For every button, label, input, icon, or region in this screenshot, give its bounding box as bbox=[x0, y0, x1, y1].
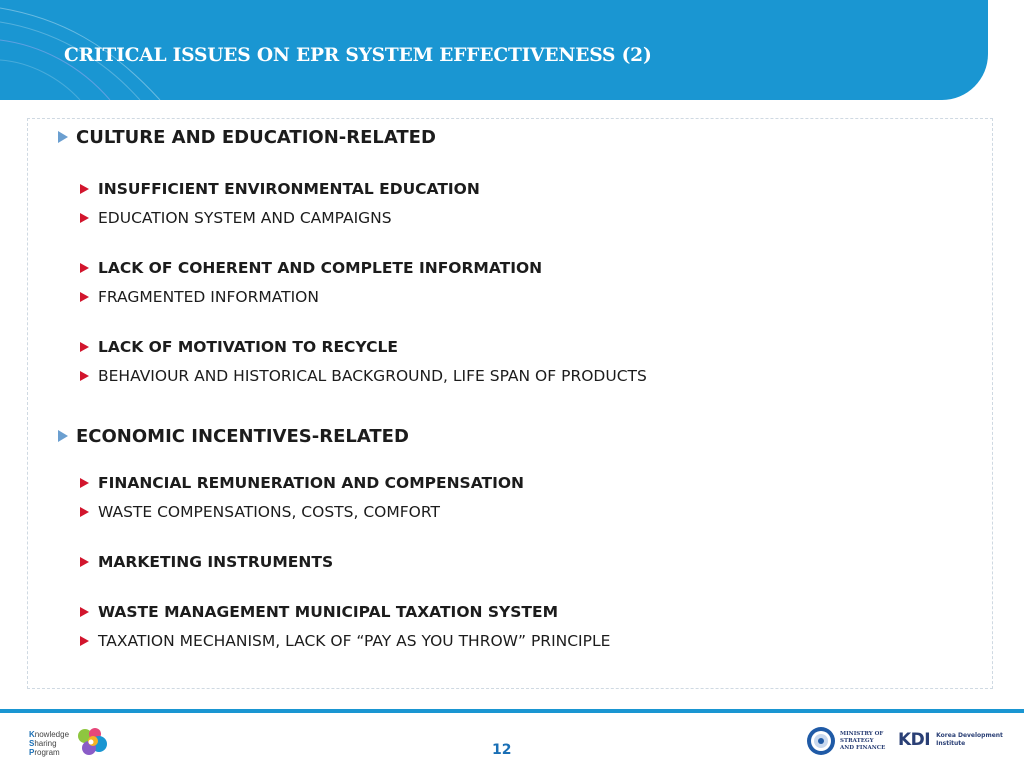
section-culture-education bbox=[58, 125, 436, 149]
bullet-arrow-icon bbox=[80, 371, 89, 381]
bullet-arrow-icon bbox=[80, 263, 89, 273]
bullet-arrow-icon bbox=[80, 292, 89, 302]
section-heading-text: ECONOMIC INCENTIVES-RELATED bbox=[76, 425, 409, 447]
list-item bbox=[80, 552, 333, 572]
kdi-name: Korea Development Institute bbox=[936, 732, 1003, 747]
kdi-logo bbox=[898, 730, 1003, 750]
section-heading bbox=[58, 125, 436, 149]
list-item bbox=[80, 502, 440, 522]
bullet-arrow-icon bbox=[80, 507, 89, 517]
list-item bbox=[80, 287, 319, 307]
bullet-arrow-icon bbox=[80, 607, 89, 617]
ministry-seal-icon bbox=[806, 726, 836, 756]
list-item bbox=[80, 631, 610, 651]
bullet-arrow-icon bbox=[80, 184, 89, 194]
bullet-arrow-icon bbox=[80, 213, 89, 223]
section-heading-text: CULTURE AND EDUCATION-RELATED bbox=[76, 126, 436, 148]
list-item bbox=[80, 179, 480, 199]
ksp-logo bbox=[29, 726, 111, 760]
list-item bbox=[80, 602, 558, 622]
list-item-text: LACK OF COHERENT AND COMPLETE INFORMATION bbox=[98, 259, 543, 277]
list-item bbox=[80, 258, 542, 278]
section-heading bbox=[58, 424, 409, 448]
list-item-text: FRAGMENTED INFORMATION bbox=[98, 288, 319, 306]
ksp-swirl-icon bbox=[71, 726, 111, 760]
header-banner bbox=[0, 0, 988, 100]
section-bullet-icon bbox=[58, 131, 68, 143]
list-item-text: INSUFFICIENT ENVIRONMENTAL EDUCATION bbox=[98, 180, 480, 198]
list-item-text: MARKETING INSTRUMENTS bbox=[98, 553, 334, 571]
ministry-logo bbox=[806, 726, 885, 756]
list-item-text: WASTE MANAGEMENT MUNICIPAL TAXATION SYSTEM bbox=[98, 603, 558, 621]
list-item-text: LACK OF MOTIVATION TO RECYCLE bbox=[98, 338, 398, 356]
list-item bbox=[80, 337, 398, 357]
bullet-arrow-icon bbox=[80, 478, 89, 488]
bullet-arrow-icon bbox=[80, 636, 89, 646]
footer-divider bbox=[0, 709, 1024, 713]
list-item-text: FINANCIAL REMUNERATION AND COMPENSATION bbox=[98, 474, 524, 492]
list-item-text: EDUCATION SYSTEM AND CAMPAIGNS bbox=[98, 209, 392, 227]
list-item-text: WASTE COMPENSATIONS, COSTS, COMFORT bbox=[98, 503, 440, 521]
list-item-text: BEHAVIOUR AND HISTORICAL BACKGROUND, LIFE SPAN OF PRODUCTS bbox=[98, 367, 647, 385]
ksp-logo-text: Knowledge Sharing Program bbox=[29, 729, 70, 757]
ministry-name: MINISTRY OF STRATEGY AND FINANCE bbox=[840, 730, 886, 751]
section-bullet-icon bbox=[58, 430, 68, 442]
section-economic-incentives bbox=[58, 424, 409, 448]
list-item bbox=[80, 473, 524, 493]
list-item-text: TAXATION MECHANISM, LACK OF “PAY AS YOU THROW” PRINCIPLE bbox=[98, 632, 611, 650]
bullet-arrow-icon bbox=[80, 557, 89, 567]
list-item bbox=[80, 208, 392, 228]
list-item bbox=[80, 366, 647, 386]
kdi-logo-mark: KDI bbox=[898, 730, 931, 750]
slide-title: CRITICAL ISSUES ON EPR SYSTEM EFFECTIVENESS (2) bbox=[64, 44, 652, 66]
page-number: 12 bbox=[492, 742, 512, 758]
bullet-arrow-icon bbox=[80, 342, 89, 352]
